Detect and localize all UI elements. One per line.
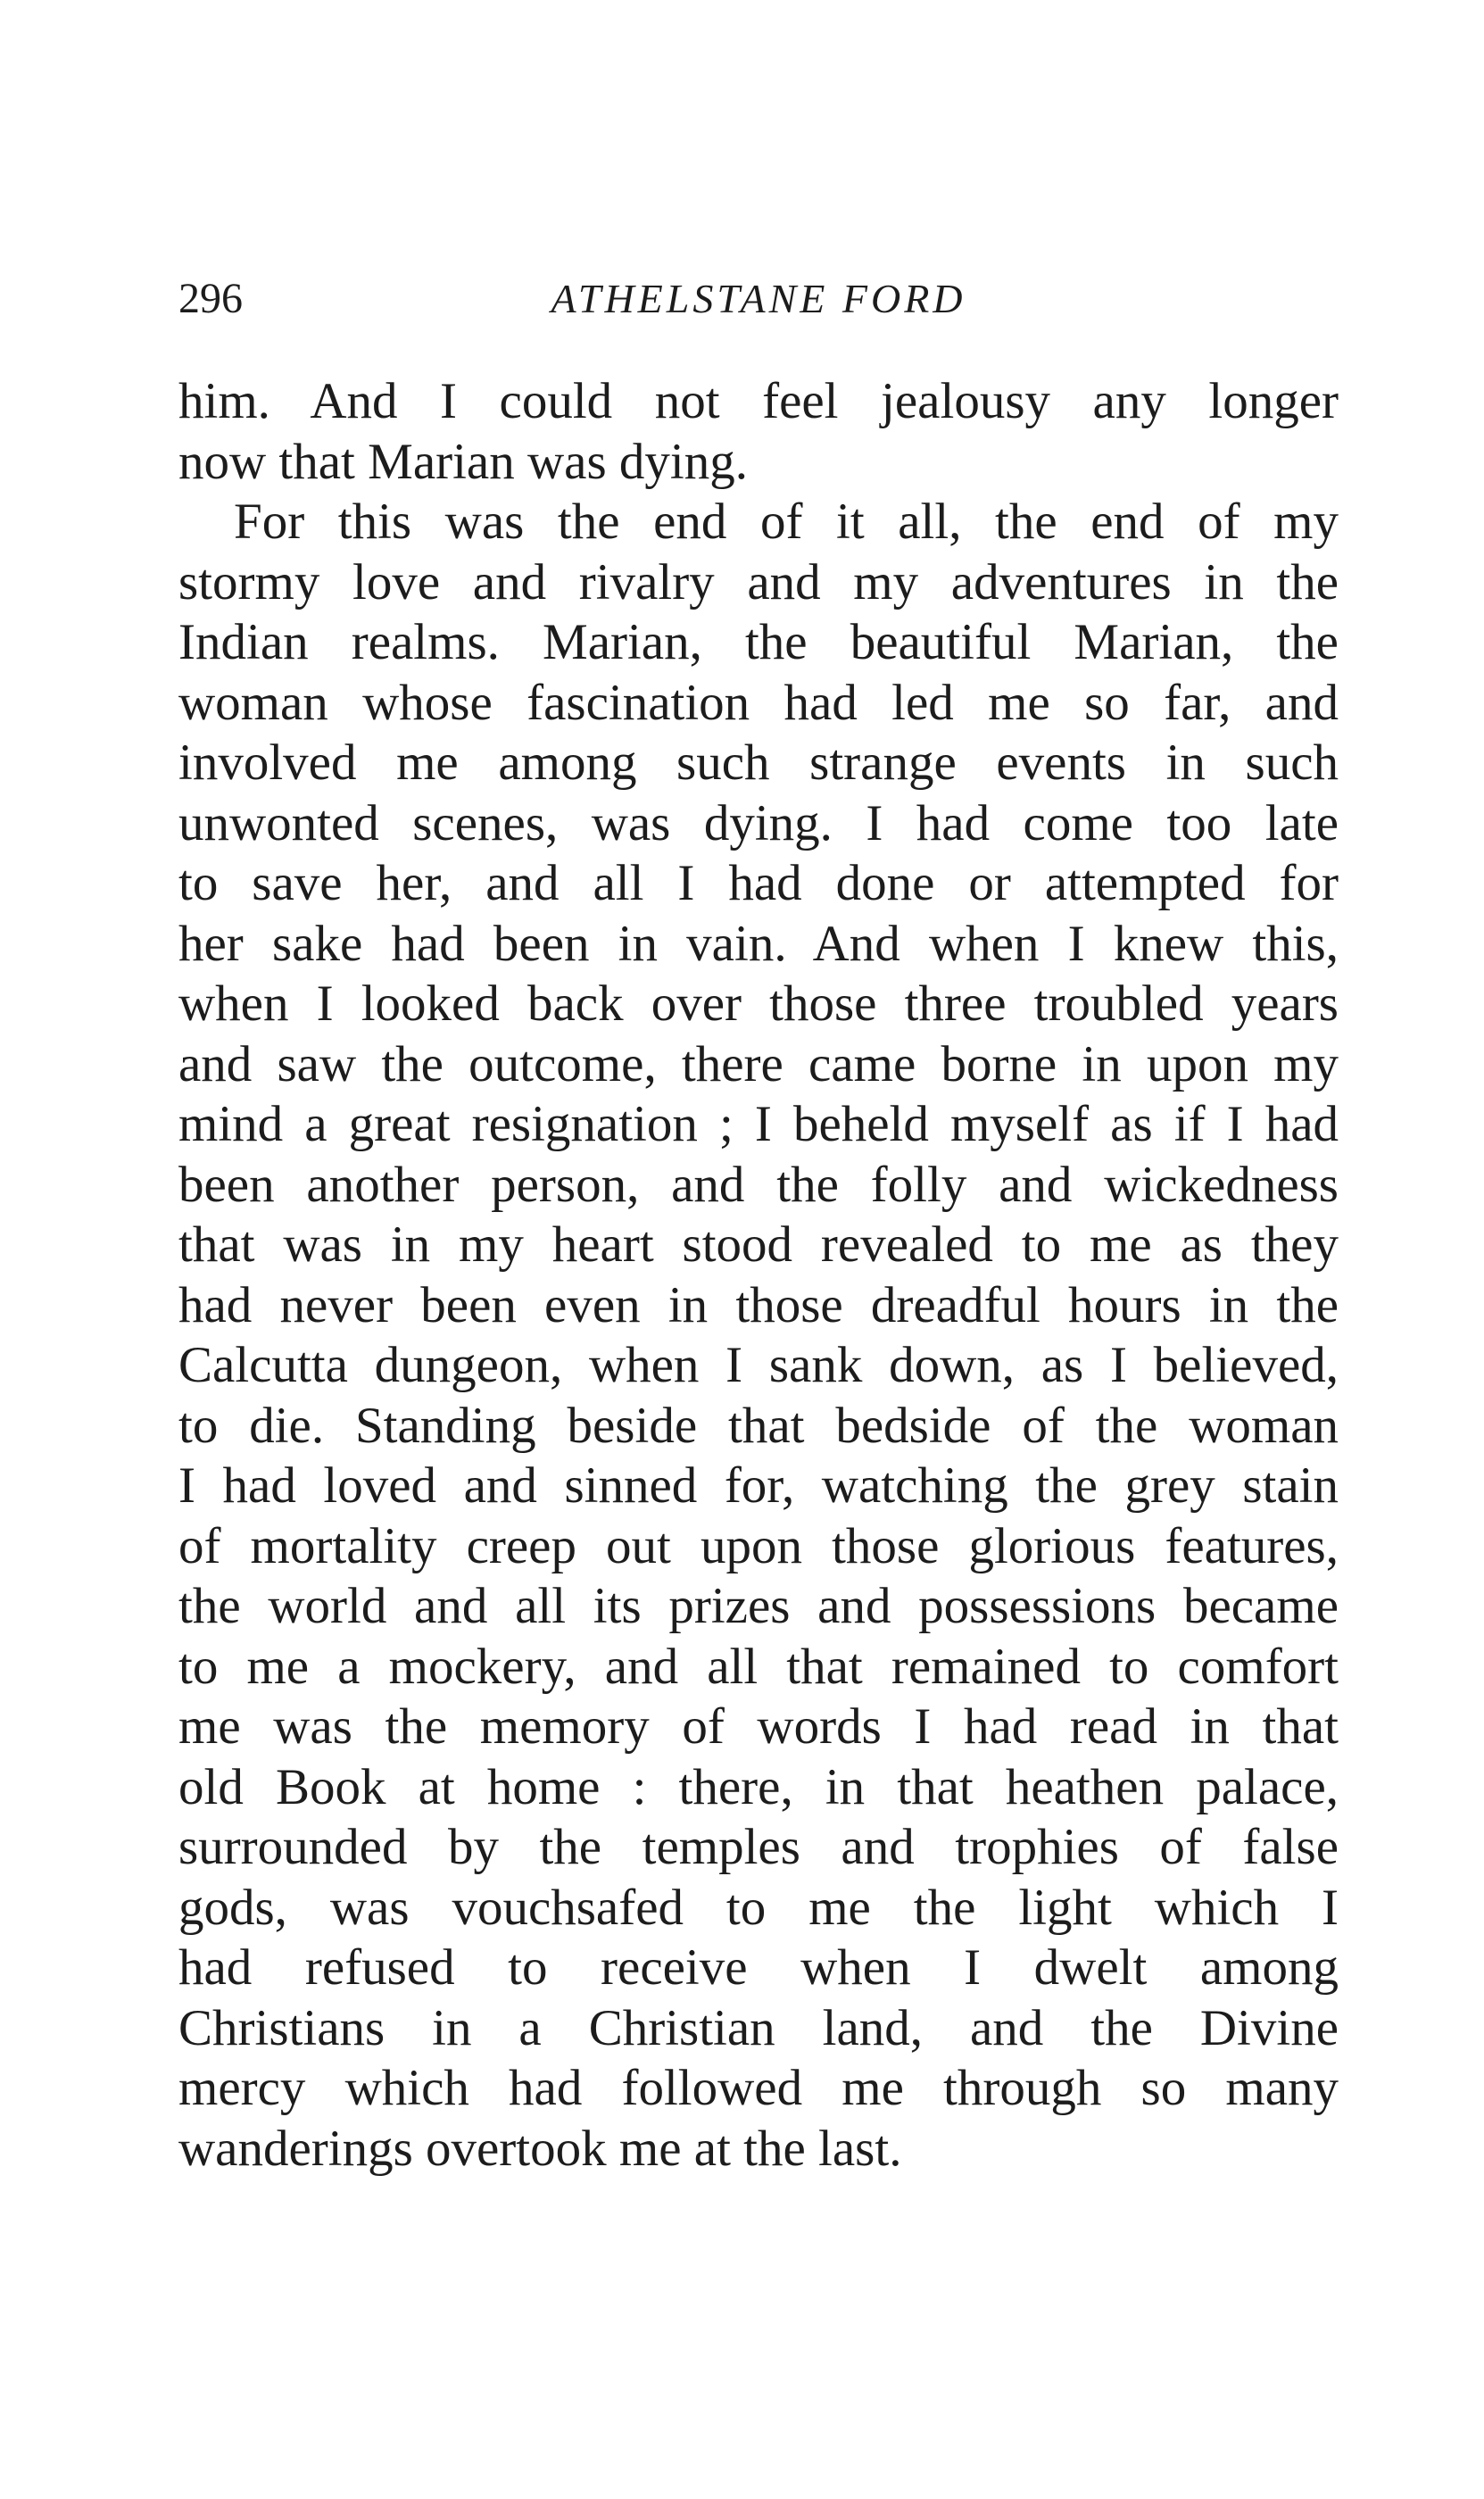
- text-line: and saw the outcome, there came borne in upon my: [178, 1035, 1339, 1092]
- text-line: involved me among such strange events in such: [178, 735, 1339, 791]
- text-line: to die. Standing beside that bedside of the woman: [178, 1397, 1339, 1454]
- text-line: woman whose fascination had led me so far, and: [178, 674, 1339, 731]
- text-line: to me a mockery, and all that remained to comfort: [178, 1638, 1339, 1695]
- text-line: had never been even in those dreadful hours in the: [178, 1276, 1339, 1333]
- running-title: ATHELSTANE FORD: [551, 276, 966, 321]
- text-line: gods, was vouchsafed to me the light which I: [178, 1879, 1339, 1936]
- text-line: wanderings overtook me at the last.: [178, 2120, 902, 2177]
- text-line: had refused to receive when I dwelt among: [178, 1939, 1339, 1996]
- text-line: her sake had been in vain. And when I knew this,: [178, 915, 1339, 972]
- text-line: that was in my heart stood revealed to me as they: [178, 1216, 1339, 1273]
- text-line: to save her, and all I had done or attempted for: [178, 855, 1339, 911]
- text-line: of mortality creep out upon those glorious features,: [178, 1517, 1339, 1574]
- text-line: now that Marian was dying.: [178, 433, 748, 490]
- text-line: the world and all its prizes and possessions became: [178, 1578, 1339, 1634]
- text-line: mind a great resignation ; I beheld myself as if I had: [178, 1096, 1339, 1152]
- text-line: been another person, and the folly and wickedness: [178, 1156, 1339, 1213]
- text-line: mercy which had followed me through so many: [178, 2060, 1339, 2116]
- text-line: Christians in a Christian land, and the Divine: [178, 1999, 1339, 2056]
- running-head: [178, 268, 1339, 330]
- text-line: surrounded by the temples and trophies of false: [178, 1819, 1339, 1875]
- text-line: stormy love and rivalry and my adventures in the: [178, 553, 1339, 610]
- text-line: Indian realms. Marian, the beautiful Marian, the: [178, 614, 1339, 670]
- page-number: 296: [178, 275, 243, 322]
- text-line: old Book at home : there, in that heathen palace,: [178, 1758, 1339, 1815]
- text-line: me was the memory of words I had read in that: [178, 1698, 1339, 1755]
- text-line: For this was the end of it all, the end of my: [234, 494, 1339, 550]
- text-line: when I looked back over those three troubled years: [178, 976, 1339, 1032]
- text-line: him. And I could not feel jealousy any longer: [178, 373, 1339, 429]
- text-line: Calcutta dungeon, when I sank down, as I believed,: [178, 1337, 1339, 1393]
- text-line: unwonted scenes, was dying. I had come too late: [178, 794, 1339, 851]
- body-text: [178, 371, 1339, 2179]
- text-line: I had loved and sinned for, watching the grey stain: [178, 1457, 1339, 1514]
